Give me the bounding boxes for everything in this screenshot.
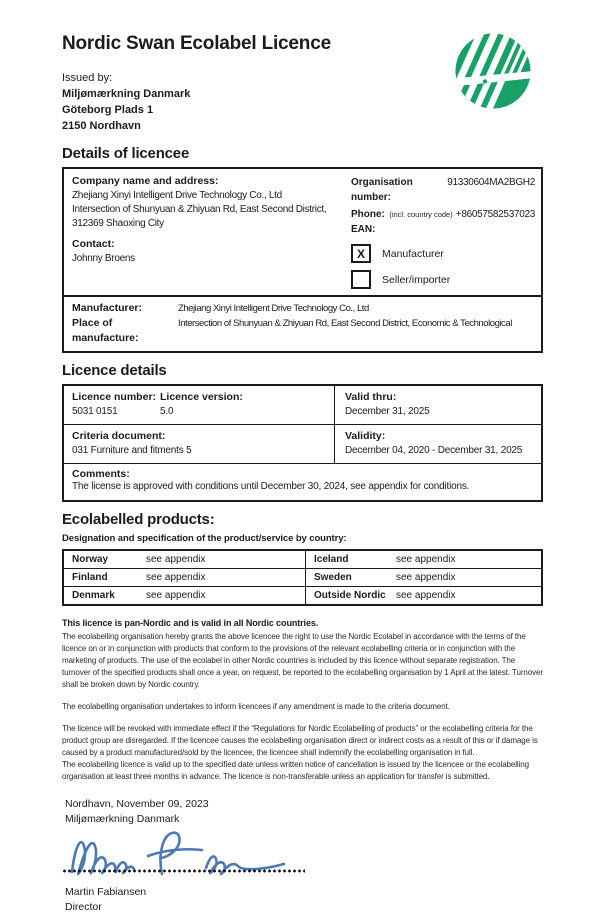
seller-importer-checkbox-label: Seller/importer (382, 273, 451, 286)
manufacturer-checkbox (351, 244, 371, 263)
products-row (64, 587, 541, 604)
signature-block (62, 797, 543, 915)
valid-thru-label: Valid thru: (345, 391, 397, 403)
products-row (64, 569, 541, 587)
issuer-city: 2150 Nordhavn (62, 120, 141, 132)
issued-by-label: Issued by: (62, 72, 113, 84)
licence-details-table (62, 384, 543, 502)
country-sweden: Sweden (314, 572, 352, 583)
signatory-role: Director (65, 901, 102, 913)
ean-row (351, 222, 535, 237)
licencee-main-row (64, 169, 541, 295)
org-number-row (351, 175, 535, 205)
signatory-name: Martin Fabiansen (65, 886, 147, 898)
country-denmark: Denmark (72, 590, 115, 601)
issuer-street: Göteborg Plads 1 (62, 104, 154, 116)
registration-cell (351, 174, 535, 289)
phone-row (351, 205, 535, 222)
terms-paragraph-2: The ecolabelling organisation undertakes to inform licencees if any amendment is made to the criteria document. (62, 702, 450, 711)
country-norway-value: see appendix (146, 554, 206, 565)
products-subheading: Designation and specification of the product/service by country: (62, 533, 347, 544)
contact-name: Johnny Broens (72, 253, 135, 264)
place-of-manufacture-label: Place of manufacture: (72, 317, 139, 344)
seller-importer-checkbox (351, 270, 371, 289)
company-address-line: Intersection of Shunyuan & Zhiyuan Rd, East Second District, (72, 204, 327, 215)
phone-value: +86057582537023 (455, 209, 535, 220)
nordic-swan-logo (453, 31, 533, 111)
section-heading-ecolabelled-products: Ecolabelled products: (62, 511, 215, 528)
validity-value: December 04, 2020 - December 31, 2025 (345, 445, 523, 456)
products-table (62, 549, 543, 606)
signature-place-date: Nordhavn, November 09, 2023 (65, 798, 209, 810)
phone-label: Phone: (351, 209, 385, 220)
terms-section (62, 618, 543, 783)
country-norway: Norway (72, 554, 109, 565)
licence-number-row (64, 386, 541, 425)
comments-value: The license is approved with conditions until December 30, 2024, see appendix for conditions. (72, 481, 470, 492)
section-heading-licence-details: Licence details (62, 362, 167, 379)
country-sweden-value: see appendix (396, 572, 456, 583)
signature-area (62, 827, 322, 879)
country-finland: Finland (72, 572, 108, 583)
seller-importer-checkbox-row (351, 270, 535, 289)
section-heading-details-of-licencee: Details of licencee (62, 145, 190, 162)
licence-number-value: 5031 0151 (72, 406, 118, 417)
comments-label: Comments: (72, 468, 130, 480)
manufacturer-checkbox-row (351, 244, 535, 263)
country-finland-value: see appendix (146, 572, 206, 583)
manufacturer-row (64, 295, 541, 351)
country-outside-nordic-value: see appendix (396, 590, 456, 601)
criteria-document-label: Criteria document: (72, 430, 166, 442)
country-iceland: Iceland (314, 554, 349, 565)
org-number-label: Organisation number: (351, 177, 413, 203)
company-name-line: Zhejiang Xinyi Intelligent Drive Technology Co., Ltd (72, 190, 282, 201)
ean-label: EAN: (351, 224, 376, 235)
country-iceland-value: see appendix (396, 554, 456, 565)
signature-dotted-line (62, 869, 305, 873)
licencee-table (62, 167, 543, 353)
document-title: Nordic Swan Ecolabel Licence (62, 33, 331, 54)
criteria-document-value: 031 Furniture and fitments 5 (72, 445, 192, 456)
manufacturer-label: Manufacturer: (72, 302, 143, 314)
signature-organisation: Miljømærkning Danmark (65, 813, 180, 825)
company-label: Company name and address: (72, 175, 219, 187)
company-city-line: 312369 Shaoxing City (72, 218, 164, 229)
validity-label: Validity: (345, 430, 386, 442)
terms-bold-heading: This licence is pan-Nordic and is valid in all Nordic countries. (62, 618, 319, 628)
terms-paragraph-1: The ecolabelling organisation hereby grants the above licencee the right to use the Nordic Ecolabel in accordance with the terms of the licence on or in conjunction with products that conform to the provisions of the relevant ecolabelling criteria or in conjunction with the marketing of products. The use of the ecolabel in other Nordic countries is included by this licence without separate registration. The turnover of the specified products shall once a year, on request, be reported to the ecolabelling organisation by 1 April at the latest. Turnover shall be broken down by Nordic country. (62, 632, 543, 689)
manufacturer-checkbox-mark: X (356, 246, 365, 261)
manufacturer-checkbox-label: Manufacturer (382, 247, 444, 260)
valid-thru-value: December 31, 2025 (345, 406, 430, 417)
licence-version-value: 5.0 (160, 406, 174, 417)
terms-paragraph-4: The ecolabelling licence is valid up to the specified date unless written notice of cancellation is issued by the licencee or the ecolabelling organisation at least three months in advance. The licence is non-transferable unless an application for transfer is submitted. (62, 760, 529, 781)
terms-paragraph-3: The licence will be revoked with immediate effect if the “Regulations for Nordic Ecolabelling of products” or the ecolabelling criteria for the product group are disregarded. If the licencee causes the ecolabelling organisation direct or indirect costs as a result of this or if damage is caused by a product manufactured/sold by the licencee, the licencee shall indemnify the ecolabelling organisation in full. (62, 724, 538, 757)
manufacturer-value: Zhejiang Xinyi Intelligent Drive Technology Co., Ltd (178, 303, 369, 314)
country-outside-nordic: Outside Nordic (314, 590, 386, 601)
country-denmark-value: see appendix (146, 590, 206, 601)
place-of-manufacture-value: Intersection of Shunyuan & Zhiyuan Rd, East Second District, Economic & Technological (178, 318, 512, 329)
company-cell (72, 174, 351, 289)
phone-note: (incl. country code) (389, 210, 453, 219)
org-number-value: 91330604MA2BGH2 (447, 177, 535, 188)
products-row (64, 551, 541, 569)
licence-number-label: Licence number: (72, 391, 157, 403)
issuer-name: Miljømærkning Danmark (62, 88, 191, 100)
contact-label: Contact: (72, 238, 115, 250)
criteria-row (64, 425, 541, 464)
comments-row (64, 464, 541, 500)
licence-version-label: Licence version: (160, 391, 243, 403)
